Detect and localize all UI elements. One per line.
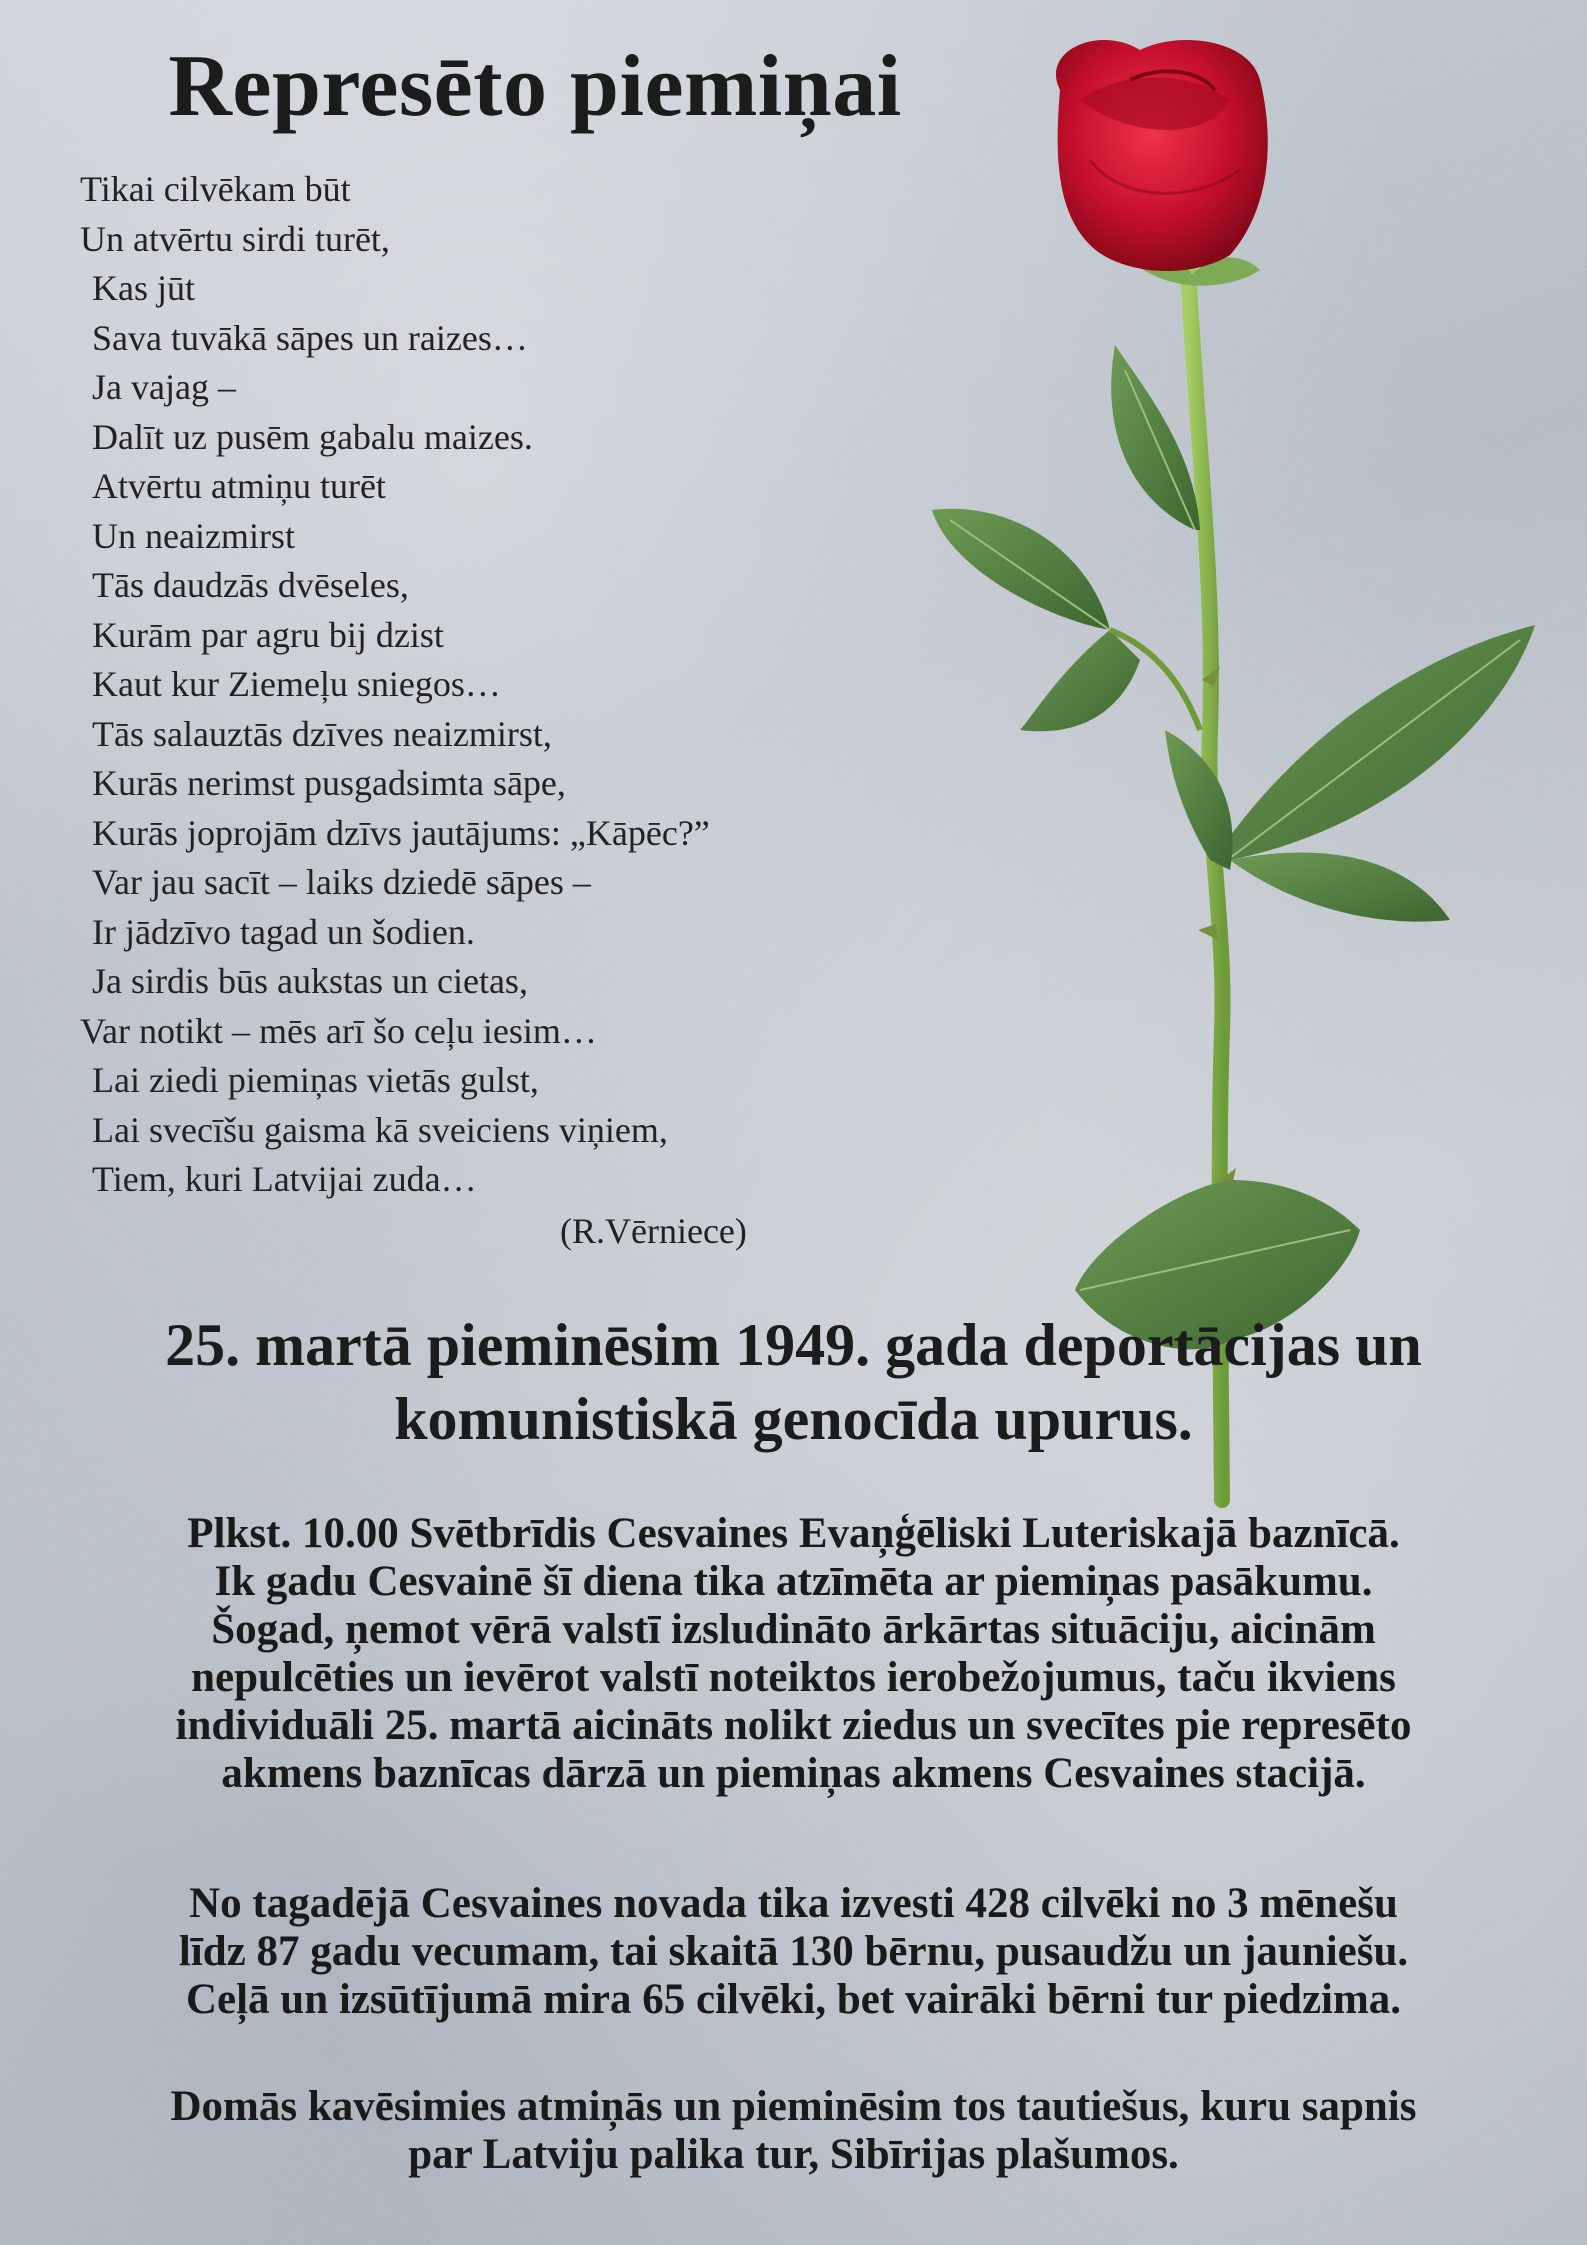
poem-line: Var jau sacīt – laiks dziedē sāpes – — [92, 862, 591, 902]
page-title: Represēto piemiņai — [168, 38, 902, 135]
paragraph-line: No tagadējā Cesvaines novada tika izvesti 428 cilvēki no 3 mēnešu — [189, 1880, 1398, 1927]
poem-line: Lai svecīšu gaisma kā sveiciens viņiem, — [92, 1109, 668, 1150]
paragraph-line: Ceļā un izsūtījumā mira 65 cilvēki, bet vairāki bērni tur piedzima. — [185, 1976, 1402, 2023]
poem-line: Kaut kur Ziemeļu sniegos… — [92, 664, 501, 704]
poem-line: Tikai cilvēkam būt — [80, 169, 351, 209]
poem-line: Lai ziedi piemiņas vietās gulst, — [92, 1060, 539, 1100]
paragraph-line: līdz 87 gadu vecumam, tai skaitā 130 bērnu, pusaudžu un jauniešu. — [178, 1928, 1409, 1975]
poem-line: Dalīt uz pusēm gabalu maizes. — [92, 416, 533, 457]
poem-line: Ja vajag – — [92, 367, 236, 407]
poem-line: Kurām par agru bij dzist — [92, 614, 444, 655]
poem-line: Kurās joprojām dzīvs jautājums: „Kāpēc?” — [92, 812, 710, 853]
poem-line: Un atvērtu sirdi turēt, — [80, 218, 390, 259]
poem-line: Ir jādzīvo tagad un šodien. — [92, 911, 475, 952]
event-paragraph — [20, 1510, 1567, 1798]
poem-line: Tās salauztās dzīves neaizmirst, — [92, 713, 552, 754]
paragraph-line: Domās kavēsimies atmiņās un pieminēsim tos tautiešus, kuru sapnis — [170, 2083, 1417, 2130]
paragraph-line: Plkst. 10.00 Svētbrīdis Cesvaines Evaņģēliski Luteriskajā baznīcā. — [187, 1510, 1400, 1557]
poem-line: Atvērtu atmiņu turēt — [92, 466, 386, 506]
headline — [20, 1308, 1567, 1456]
poem-line: Tiem, kuri Latvijai zuda… — [92, 1159, 477, 1199]
poem-line: Var notikt – mēs arī šo ceļu iesim… — [80, 1010, 597, 1051]
poem-line: Kurās nerimst pusgadsimta sāpe, — [92, 763, 566, 803]
paragraph-line: par Latviju palika tur, Sibīrijas plašumos. — [408, 2131, 1179, 2178]
closing-paragraph — [20, 2083, 1567, 2179]
poem-line: Ja sirdis būs aukstas un cietas, — [92, 961, 528, 1001]
poem-author: (R.Vērniece) — [560, 1211, 747, 1251]
paragraph-line: Šogad, ņemot vērā valstī izsludināto ārkārtas situāciju, aicinām — [211, 1606, 1376, 1653]
poem-line: Un neaizmirst — [92, 515, 295, 556]
poem — [80, 165, 980, 1205]
paragraph-line: nepulcēties un ievērot valstī noteiktos ierobežojumus, taču ikviens — [191, 1654, 1396, 1701]
red-rose-illustration — [930, 30, 1550, 1510]
headline-line-2: komunistiskā genocīda upurus. — [394, 1386, 1193, 1452]
statistics-paragraph — [20, 1880, 1567, 2024]
paragraph-line: Ik gadu Cesvainē šī diena tika atzīmēta ar piemiņas pasākumu. — [214, 1558, 1373, 1605]
paragraph-line: individuāli 25. martā aicināts nolikt ziedus un svecītes pie represēto — [175, 1702, 1412, 1749]
poem-line: Tās daudzās dvēseles, — [92, 565, 409, 605]
headline-line-1: 25. martā pieminēsim 1949. gada deportācijas un — [165, 1312, 1422, 1378]
poem-line: Kas jūt — [92, 268, 195, 308]
paragraph-line: akmens baznīcas dārzā un piemiņas akmens Cesvaines stacijā. — [221, 1750, 1366, 1797]
poem-line: Sava tuvākā sāpes un raizes… — [92, 317, 528, 358]
